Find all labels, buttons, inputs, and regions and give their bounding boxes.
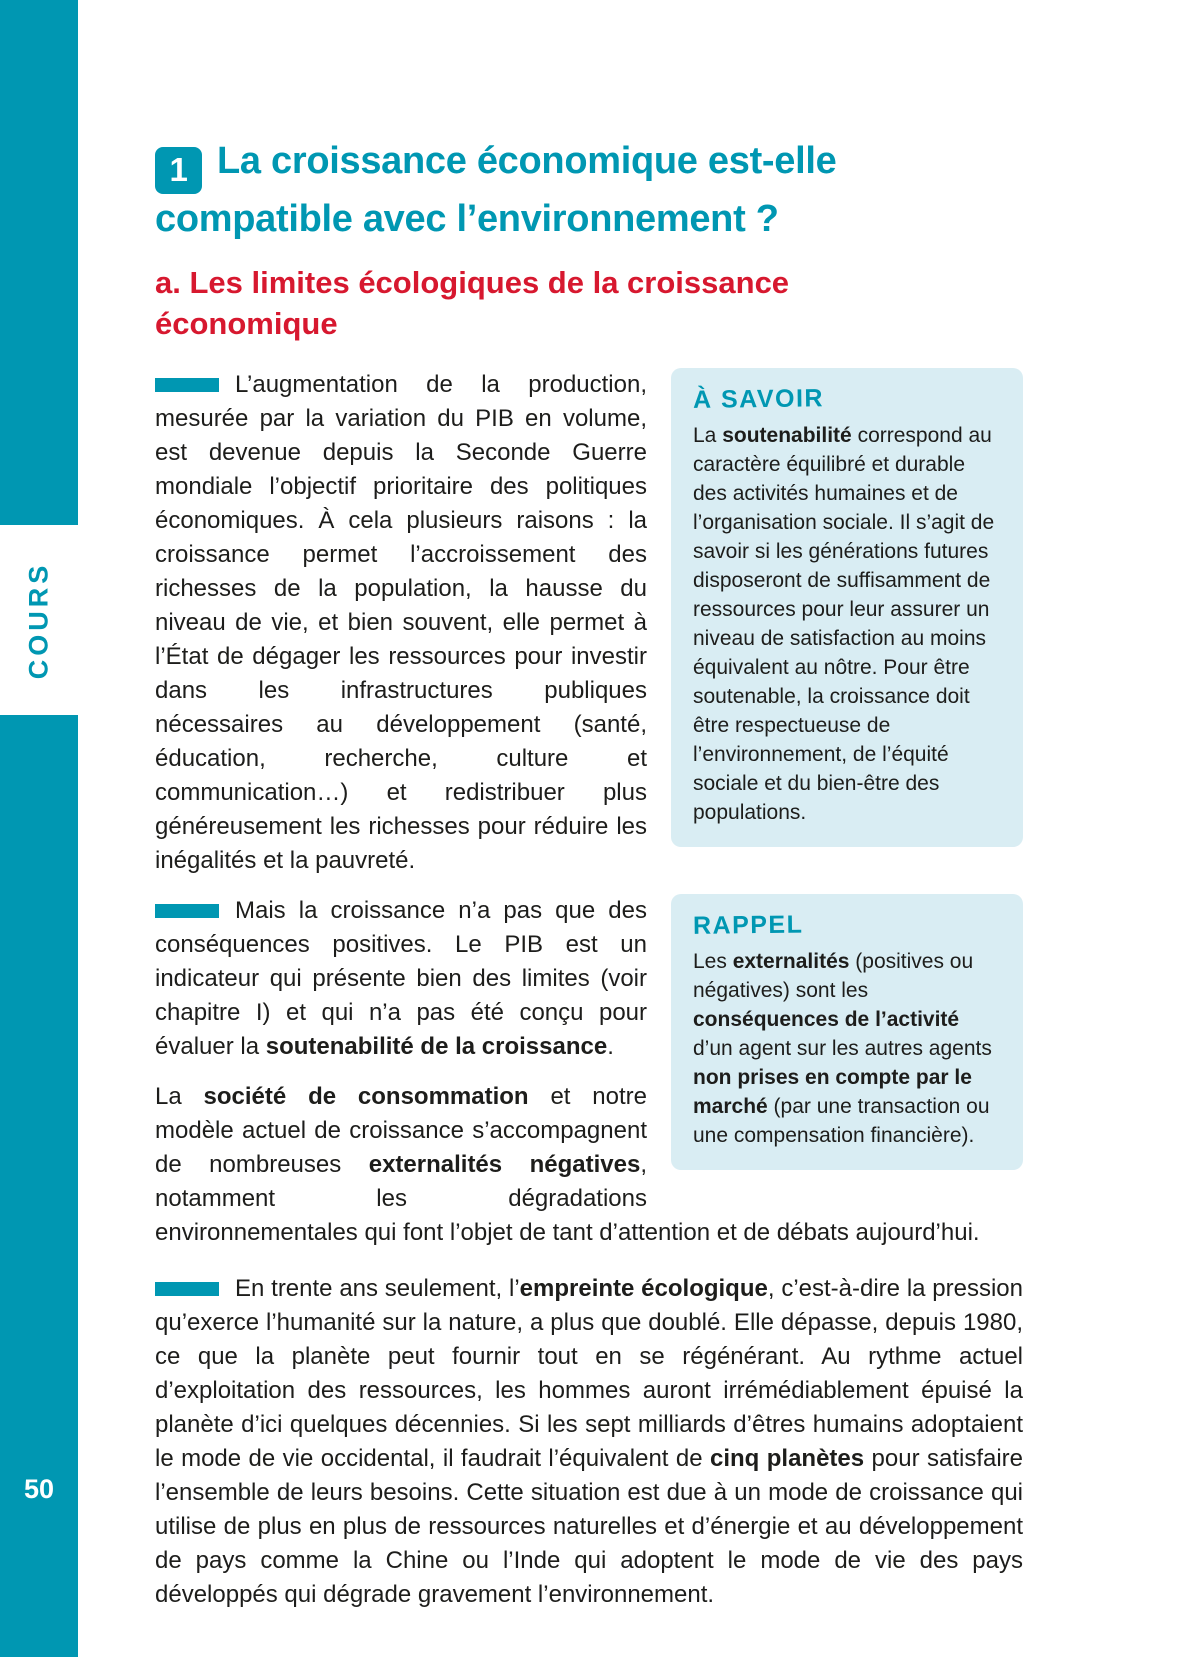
note-box-rappel-text: Les externalités (positives ou négatives) sont les conséquences de l’activité d’un agent sur les autres agents non prises en compte par le marché (par une transaction ou une compensation financière). (693, 949, 992, 1147)
note-box-a-savoir-text: La soutenabilité correspond au caractère équilibré et durable des activités humaines et de l’organisation sociale. Il s’agit de savoir si les générations futures disposeront de suffisamment de ressources pour leur assurer un niveau de satisfaction au moins équivalent au nôtre. Pour être soutenable, la croissance doit être respectueuse de l’environnement, de l’équité sociale et du bien-être des populations. (693, 423, 995, 824)
dash-bullet-icon (155, 904, 219, 918)
dash-bullet-icon (155, 378, 219, 392)
side-tab-bar (0, 0, 78, 1657)
chapter-title-text: La croissance économique est-elle compatible avec l’environnement ? (155, 140, 837, 240)
note-box-rappel (671, 894, 1023, 1170)
paragraph-3-text: La société de consommation et notre modèle actuel de croissance s’accompagnent de nombreuses externalités négatives, notamment les dégradations environnementales qui font l’objet de tant d’attention et de débats aujourd’hui. (155, 1082, 980, 1246)
note-box-rappel-title: RAPPEL (692, 910, 804, 940)
paragraph-2-text: Mais la croissance n’a pas que des conséquences positives. Le PIB est un indicateur qui présente bien des limites (voir chapitre I) et qui n’a pas été conçu pour évaluer la soutenabilité de la croissance. (155, 896, 647, 1060)
page-content (155, 136, 1023, 1628)
side-tab-notch (0, 525, 78, 715)
section-title: a. Les limites écologiques de la croissance économique (155, 264, 790, 341)
paragraph-4 (155, 1266, 1023, 1612)
note-box-a-savoir-title: À SAVOIR (692, 383, 825, 414)
paragraph-4-text: En trente ans seulement, l’empreinte écologique, c’est-à-dire la pression qu’exerce l’humanité sur la nature, a plus que doublé. Elle dépasse, depuis 1980, ce que la planète peut fournir tout en se régénérant. Au rythme actuel d’exploitation des ressources, les hommes auront irrémédiablement épuisé la planète d’ici quelques décennies. Si les sept milliards d’êtres humains adoptaient le mode de vie occidental, il faudrait l’équivalent de cinq planètes pour satisfaire l’ensemble de leurs besoins. Cette situation est due à un mode de croissance qui utilise de plus en plus de ressources naturelles et d’énergie et au développement de pays comme la Chine ou l’Inde qui adoptent le mode de vie des pays développés qui dégrade gravement l’environnement. (155, 1274, 1024, 1608)
cours-tab-label: COURS (23, 561, 54, 679)
paragraph-1-text: L’augmentation de la production, mesurée par la variation du PIB en volume, est devenue depuis la Seconde Guerre mondiale l’objectif prioritaire des politiques économiques. À cela plusieurs raisons : la croissance permet l’accroissement des richesses de la population, la hausse du niveau de vie, et bien souvent, elle permet à l’État de dégager les ressources pour investir dans les infrastructures publiques nécessaires au développement (santé, éducation, recherche, culture et communication…) et redistribuer plus généreusement les richesses pour réduire les inégalités et la pauvreté. (155, 370, 647, 874)
chapter-title (155, 136, 1023, 244)
dash-bullet-icon (155, 1282, 219, 1296)
note-box-a-savoir (671, 368, 1023, 847)
page-number: 50 (23, 1474, 55, 1504)
chapter-number-badge: 1 (155, 147, 202, 194)
